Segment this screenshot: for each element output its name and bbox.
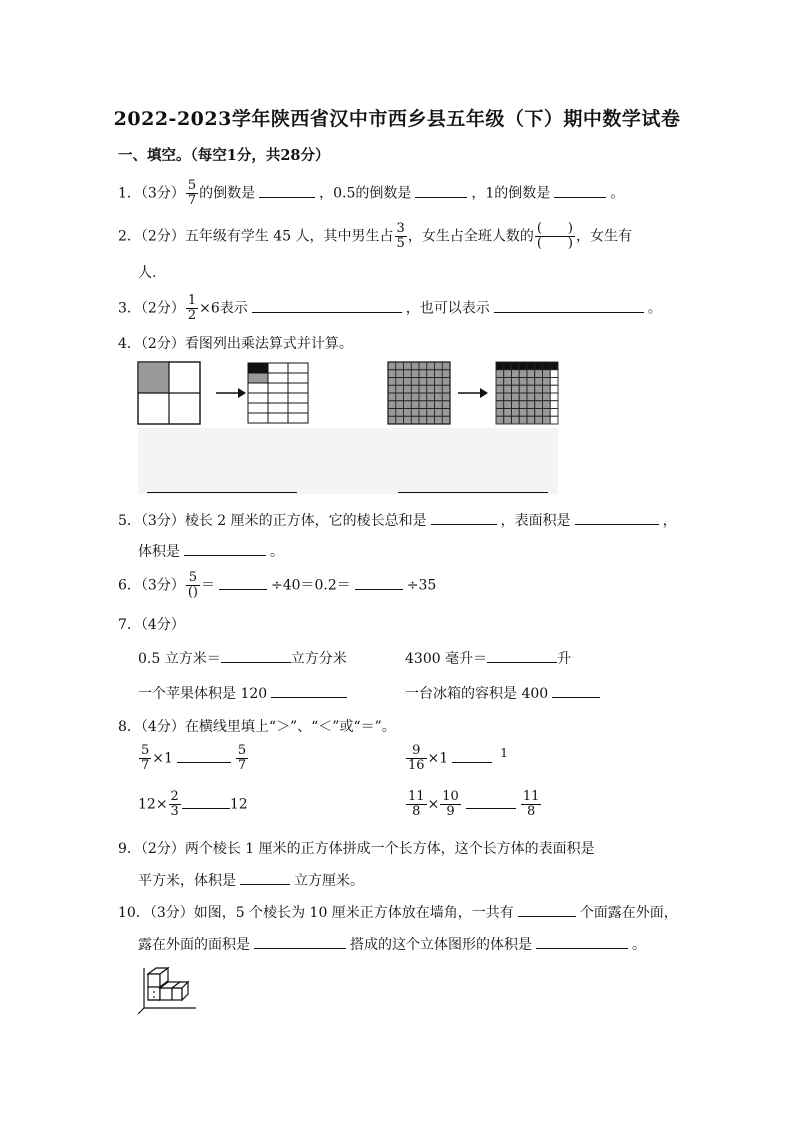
question-2-cont: 人. [138, 265, 157, 281]
q4-grid-right [496, 362, 558, 424]
q8-text: 在横线里填上“＞”、“＜”或“＝”。 [184, 719, 396, 735]
q4-answer-line-2[interactable] [398, 492, 548, 493]
grid-cell [288, 383, 308, 393]
question-5-cont [138, 541, 284, 561]
grid-cell [535, 362, 543, 370]
fraction: $\frac{5}{7}$ [187, 178, 197, 208]
q7-text: 一台冰箱的容积是 400 [405, 686, 549, 702]
q10-text: 如图，5 个棱长为 10 厘米正方体放在墙角，一共有 [193, 905, 514, 921]
grid-cell [550, 416, 558, 424]
q8-number: 8．（4分） [118, 719, 185, 735]
q5-number: 5．（3分） [118, 513, 185, 529]
fraction: $\frac{5}{()}$ [187, 570, 198, 600]
q2-text: ，女生占全班人数的 [407, 228, 534, 245]
grid-cell [512, 409, 520, 417]
grid-cell [496, 401, 504, 409]
q4-answer-line-1[interactable] [147, 492, 297, 493]
grid-cell [550, 362, 558, 370]
question-9-cont [138, 870, 364, 890]
grid-cell [268, 363, 288, 373]
q8-item-b [405, 744, 508, 773]
q5-text: 棱长 2 厘米的正方体，它的棱长总和是 [184, 513, 427, 529]
grid-cell [543, 401, 551, 409]
q10-text: 露在外面的面积是 [138, 937, 250, 953]
grid-cell [543, 409, 551, 417]
q5-text: 。 [270, 544, 284, 560]
q10-text: 个面露在外面， [579, 905, 678, 921]
grid-cell [248, 363, 268, 373]
grid-cell [496, 409, 504, 417]
grid-cell [512, 378, 520, 386]
grid-cell [550, 393, 558, 401]
grid-cell [504, 362, 512, 370]
grid-cell [535, 378, 543, 386]
cube-stack-figure [138, 958, 200, 1016]
grid-cell [248, 403, 268, 413]
question-9 [118, 838, 595, 858]
answer-blank[interactable] [182, 794, 230, 809]
question-4 [118, 333, 353, 353]
question-3 [118, 294, 662, 323]
q10-text: 。 [632, 937, 646, 953]
answer-blank[interactable] [221, 648, 291, 663]
fraction: $\frac{5}{7}$ [141, 743, 150, 773]
q9-text: 立方厘米。 [294, 873, 364, 889]
grid-cell [288, 403, 308, 413]
fraction: $\frac{9}{16}$ [408, 743, 425, 773]
grid-cell [512, 416, 520, 424]
grid-cell [535, 385, 543, 393]
page-title: 2022-2023学年陕西省汉中市西乡县五年级（下）期中数学试卷 [113, 108, 681, 130]
q6-text: ＝ [200, 577, 215, 594]
section-heading: 一、填空。（每空1分，共28分） [118, 147, 330, 164]
grid-cell [519, 409, 527, 417]
question-7: 7．（4分） [118, 617, 185, 633]
q7-part-c [138, 683, 351, 703]
question-5 [118, 510, 677, 530]
grid-cell [543, 416, 551, 424]
grid-cell [535, 393, 543, 401]
grid-cell [512, 370, 520, 378]
q3-number: 3．（2分） [118, 300, 185, 317]
grid-cell [519, 393, 527, 401]
grid-cell [504, 401, 512, 409]
q10-number: 10．（3分） [118, 905, 194, 921]
grid-cell [550, 401, 558, 409]
grid-cell [512, 385, 520, 393]
question-10-cont [138, 934, 646, 954]
q3-text: ×6表示 [199, 300, 248, 317]
q7-text: 0.5 立方米＝ [138, 651, 221, 667]
grid-cell [504, 385, 512, 393]
answer-blank[interactable] [536, 934, 628, 949]
question-8 [118, 716, 396, 736]
answer-blank[interactable] [415, 183, 467, 198]
grid-cell [504, 393, 512, 401]
grid-cell [527, 378, 535, 386]
answer-blank[interactable] [494, 298, 644, 313]
grid-cell [519, 378, 527, 386]
grid-cell [288, 363, 308, 373]
answer-blank[interactable] [575, 510, 659, 525]
grid-cell [268, 413, 288, 423]
q2-text: 五年级有学生 45 人，其中男生占 [184, 228, 394, 245]
q8-item-a [138, 744, 249, 773]
grid-cell [288, 393, 308, 403]
q7-text: 升 [557, 651, 572, 667]
grid-cell [527, 362, 535, 370]
grid-cell [496, 362, 504, 370]
q7-text: 一个苹果体积是 120 [138, 686, 268, 702]
q3-text: 。 [647, 300, 662, 317]
q8-item-d [405, 790, 542, 819]
grid-cell [248, 393, 268, 403]
q3-text: ，也可以表示 [405, 300, 490, 317]
grid-cell [504, 409, 512, 417]
grid-cell [248, 413, 268, 423]
question-10 [118, 902, 678, 922]
answer-blank[interactable] [254, 934, 346, 949]
fraction: $\frac{11}{8}$ [522, 789, 540, 819]
grid-cell [504, 370, 512, 378]
grid-cell [543, 362, 551, 370]
grid-cell [527, 393, 535, 401]
answer-blank[interactable] [177, 748, 231, 763]
q8-text: ×1 [152, 750, 173, 767]
fraction: $\frac{11}{8}$ [408, 789, 425, 819]
q7-part-b [405, 648, 571, 668]
q8-item-c [138, 790, 248, 819]
q2-number: 2．（2分） [118, 228, 185, 245]
answer-blank[interactable] [518, 902, 576, 917]
answer-blank[interactable] [252, 298, 402, 313]
grid-cell [288, 373, 308, 383]
q8-text: × [427, 796, 440, 813]
q9-text: 平方米，体积是 [138, 873, 236, 889]
q1-text: ，1的倒数是 [471, 185, 551, 202]
fraction: $\frac{3}{5}$ [396, 221, 405, 251]
grid-cell [535, 401, 543, 409]
question-2 [118, 222, 632, 251]
answer-blank[interactable] [184, 541, 266, 556]
q6-text: ÷40＝0.2＝ [270, 577, 351, 594]
q10-text: 搭成的这个立体图形的体积是 [350, 937, 532, 953]
grid-cell [550, 378, 558, 386]
answer-blank[interactable] [466, 794, 516, 809]
fraction-blank[interactable]: $\frac{( )}{( )}$ [536, 221, 573, 251]
q6-number: 6．（3分） [118, 577, 185, 594]
grid-cell [519, 370, 527, 378]
q8-text: ×1 [427, 750, 449, 767]
grid-cell [504, 416, 512, 424]
grid-cell [535, 409, 543, 417]
grid-cell [527, 401, 535, 409]
grid-cell [248, 373, 268, 383]
grid-cell [268, 373, 288, 383]
grid-cell [248, 383, 268, 393]
fraction: $\frac{2}{3}$ [170, 789, 179, 819]
q8-text: 12× [138, 796, 168, 813]
grid-cell [535, 370, 543, 378]
answer-blank[interactable] [259, 183, 315, 198]
grid-cell [527, 370, 535, 378]
grid-cell [512, 401, 520, 409]
grid-cell [550, 385, 558, 393]
answer-blank[interactable] [552, 683, 600, 698]
q7-part-a [138, 648, 347, 668]
q7-text: 4300 毫升＝ [405, 651, 488, 667]
q1-text: 。 [610, 185, 625, 202]
answer-blank[interactable] [554, 183, 606, 198]
q1-text: 的倒数是 [199, 185, 256, 202]
q8-text: 1 [500, 745, 508, 760]
q4-answer-area [138, 428, 558, 494]
fraction: $\frac{1}{2}$ [187, 293, 197, 323]
fraction: $\frac{10}{9}$ [442, 789, 459, 819]
q4-text: 看图列出乘法算式并计算。 [184, 336, 353, 352]
question-1 [118, 179, 624, 208]
grid-cell [519, 362, 527, 370]
grid-cell [496, 393, 504, 401]
q5-text: ，表面积是 [500, 513, 571, 529]
grid-cell [535, 416, 543, 424]
grid-cell [504, 378, 512, 386]
grid-cell [496, 378, 504, 386]
q7-part-d [405, 683, 604, 703]
grid-cell [519, 416, 527, 424]
grid-cell [543, 370, 551, 378]
grid-cell [543, 393, 551, 401]
grid-cell [543, 378, 551, 386]
q1-text: ，0.5的倒数是 [319, 185, 412, 202]
grid-cell [550, 409, 558, 417]
q5-text: 体积是 [138, 544, 180, 560]
q7-text: 立方分米 [290, 651, 347, 667]
q5-text: ， [662, 513, 677, 529]
grid-cell [288, 413, 308, 423]
q1-number: 1．（3分） [118, 185, 185, 202]
q4-number: 4．（2分） [118, 336, 185, 352]
answer-blank[interactable] [452, 748, 492, 763]
question-6 [118, 571, 436, 600]
q4-arrow-right [458, 362, 494, 428]
grid-cell [268, 383, 288, 393]
answer-blank[interactable] [487, 648, 557, 663]
grid-cell [496, 370, 504, 378]
answer-blank[interactable] [431, 510, 497, 525]
q2-text: ，女生有 [575, 228, 632, 245]
grid-cell [512, 393, 520, 401]
answer-blank[interactable] [355, 575, 403, 590]
q9-number: 9．（2分） [118, 841, 185, 857]
grid-cell [527, 416, 535, 424]
q6-text: ÷35 [406, 577, 437, 594]
grid-cell [268, 403, 288, 413]
fraction: $\frac{5}{7}$ [237, 743, 247, 773]
grid-cell [496, 385, 504, 393]
grid-cell [550, 370, 558, 378]
grid-cell [496, 416, 504, 424]
answer-blank[interactable] [219, 575, 267, 590]
grid-cell [543, 385, 551, 393]
grid-cell [512, 362, 520, 370]
grid-cell [527, 409, 535, 417]
grid-cell [268, 393, 288, 403]
q4-grid-left [247, 362, 309, 424]
q9-text: 两个棱长 1 厘米的正方体拼成一个长方体，这个长方体的表面积是 [184, 841, 595, 857]
grid-cell [527, 385, 535, 393]
answer-blank[interactable] [271, 683, 347, 698]
grid-cell [519, 401, 527, 409]
q8-text: 12 [229, 796, 248, 813]
grid-cell [519, 385, 527, 393]
answer-blank[interactable] [240, 870, 290, 885]
